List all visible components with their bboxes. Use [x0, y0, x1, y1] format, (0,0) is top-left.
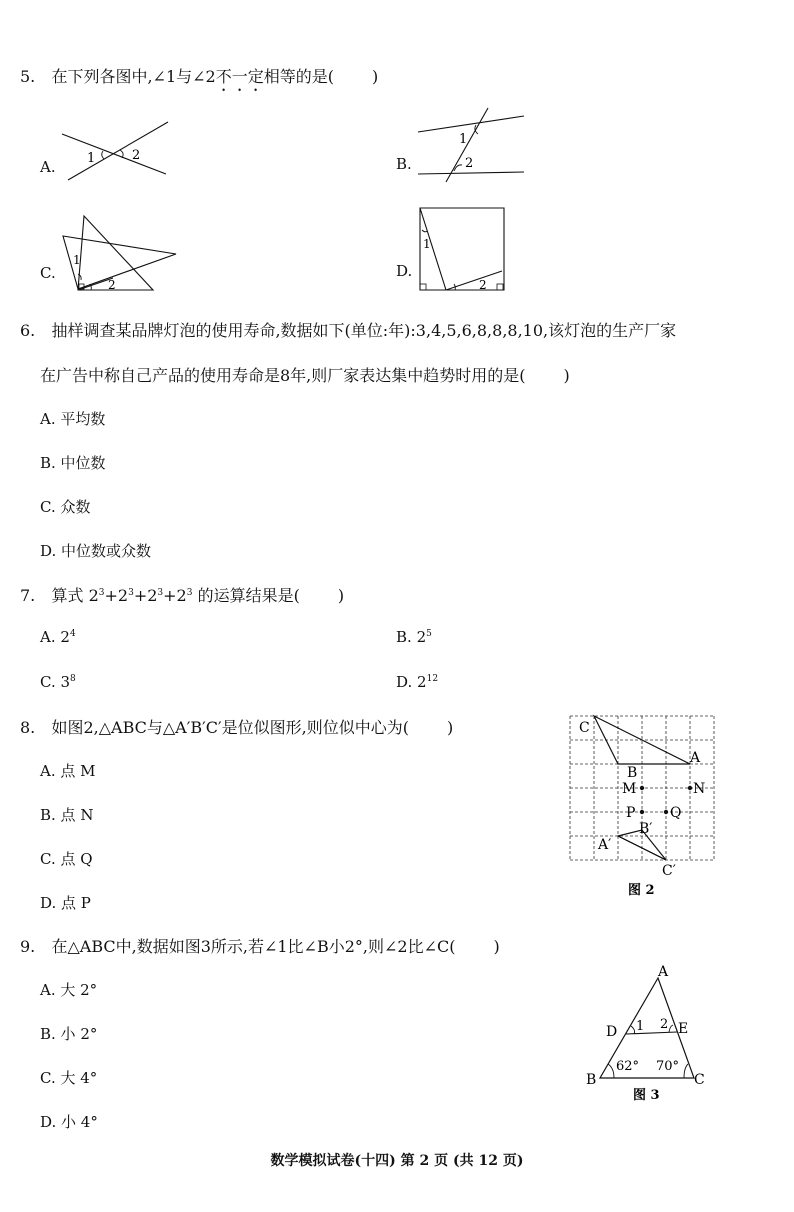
q9-option-b: B. 小 2° — [40, 1025, 98, 1043]
q9-label-angle1: 1 — [636, 1019, 645, 1034]
page-footer: 数学模拟试卷(十四) 第 2 页 (共 12 页) — [270, 1153, 524, 1169]
q9-option-a: A. 大 2° — [40, 981, 98, 999]
q9-label-angle2: 2 — [660, 1017, 669, 1032]
q8-point-n — [688, 786, 692, 790]
q8-label-p: P — [626, 805, 636, 821]
q6-option-d: D. 中位数或众数 — [40, 542, 152, 560]
q8-option-a: A. 点 M — [40, 762, 96, 780]
q8-option-b: B. 点 N — [40, 806, 94, 824]
q7-stem-suffix: 的运算结果是( — [197, 586, 300, 605]
q6-stem-line1 — [20, 318, 676, 341]
q8-label-b-prime: B′ — [639, 821, 653, 837]
q8-stem-text: 如图2,△ABC与△A′B′C′是位似图形,则位似中心为( — [51, 718, 409, 737]
q7-number: 7. — [20, 586, 36, 605]
q9-label-b: B — [586, 1072, 597, 1088]
q8-point-m — [640, 786, 644, 790]
q5a-angle2-label: 2 — [132, 148, 141, 163]
q9-label-c: C — [694, 1072, 705, 1088]
q8-label-m: M — [622, 781, 637, 797]
q8-option-c: C. 点 Q — [40, 850, 93, 868]
q8-number: 8. — [20, 718, 36, 737]
q5-stem — [20, 64, 378, 95]
q9-option-d: D. 小 4° — [40, 1113, 98, 1131]
q5c-angle2-label: 2 — [108, 278, 116, 292]
q5b-angle2-label: 2 — [465, 156, 474, 171]
q9-figure-caption: 图 3 — [633, 1088, 660, 1103]
q8-label-b: B — [627, 765, 638, 781]
q5-figure-d — [416, 204, 508, 294]
q8-option-d: D. 点 P — [40, 894, 91, 912]
q5-stem-after: 相等的是( — [263, 67, 334, 86]
q5-option-d-letter: D. — [396, 262, 413, 280]
q5c-angle1-label: 1 — [73, 253, 81, 267]
q5d-angle1-label: 1 — [423, 237, 431, 251]
q5-close: ) — [371, 67, 379, 86]
q6-line1-text: 抽样调查某品牌灯泡的使用寿命,数据如下(单位:年):3,4,5,6,8,8,8,10,该灯泡的生产厂家 — [51, 321, 677, 340]
q5-figure-a — [58, 118, 178, 188]
q5-number: 5. — [20, 67, 36, 86]
q9-stem — [20, 934, 500, 957]
q7-expression: $2^3+2^3+2^3+2^3$ — [88, 586, 193, 605]
q5-figure-b — [412, 104, 532, 184]
q7-stem-prefix: 算式 — [51, 586, 84, 605]
q7-option-d: D. $2^{12}$ — [396, 673, 439, 691]
q6-line2-text: 在广告中称自己产品的使用寿命是8年,则厂家表达集中趋势时用的是( — [40, 366, 526, 385]
q5-option-b-letter: B. — [396, 155, 412, 173]
q7-close: ) — [337, 586, 345, 605]
q9-label-e: E — [678, 1021, 689, 1037]
q6-close: ) — [563, 366, 570, 385]
q8-label-c-prime: C′ — [662, 863, 676, 879]
q9-label-d: D — [606, 1024, 618, 1040]
q7-option-a: A. $2^4$ — [40, 628, 76, 646]
q8-label-a: A — [690, 750, 701, 766]
q9-close: ) — [493, 937, 500, 956]
q7-option-c: C. $3^8$ — [40, 673, 76, 691]
q8-label-c: C — [579, 720, 590, 736]
q8-label-n: N — [693, 781, 706, 797]
q9-figure-3 — [580, 960, 715, 1106]
q5a-angle1-label: 1 — [87, 151, 96, 166]
q8-stem — [20, 715, 453, 738]
q9-stem-text: 在△ABC中,数据如图3所示,若∠1比∠B小2°,则∠2比∠C( — [51, 937, 456, 956]
q9-label-angle-b: 62° — [616, 1059, 640, 1074]
q5-stem-emphasis: 不一定 — [215, 67, 264, 86]
q6-option-b: B. 中位数 — [40, 454, 106, 472]
q8-figure-2 — [566, 710, 718, 900]
q9-label-angle-c: 70° — [656, 1059, 680, 1074]
q8-close: ) — [446, 718, 454, 737]
q8-figure-caption: 图 2 — [628, 883, 655, 898]
q5-stem-before: 在下列各图中,∠1与∠2 — [51, 67, 216, 86]
q6-option-a: A. 平均数 — [40, 410, 106, 428]
q7-stem — [20, 583, 344, 606]
q9-label-a: A — [658, 964, 669, 980]
q8-label-a-prime: A′ — [598, 837, 612, 853]
q7-option-b: B. $2^5$ — [396, 628, 432, 646]
q9-number: 9. — [20, 937, 36, 956]
q5-figure-c — [58, 212, 183, 294]
q5-option-c-letter: C. — [40, 264, 56, 282]
q8-point-q — [664, 810, 668, 814]
q5-option-a-letter: A. — [40, 158, 56, 176]
q5d-angle2-label: 2 — [479, 278, 487, 292]
q8-point-p — [640, 810, 644, 814]
q9-option-c: C. 大 4° — [40, 1069, 98, 1087]
q6-number: 6. — [20, 321, 36, 340]
q8-label-q: Q — [670, 805, 682, 821]
q6-option-c: C. 众数 — [40, 498, 91, 516]
q5b-angle1-label: 1 — [459, 132, 468, 147]
q6-stem-line2 — [40, 363, 570, 386]
